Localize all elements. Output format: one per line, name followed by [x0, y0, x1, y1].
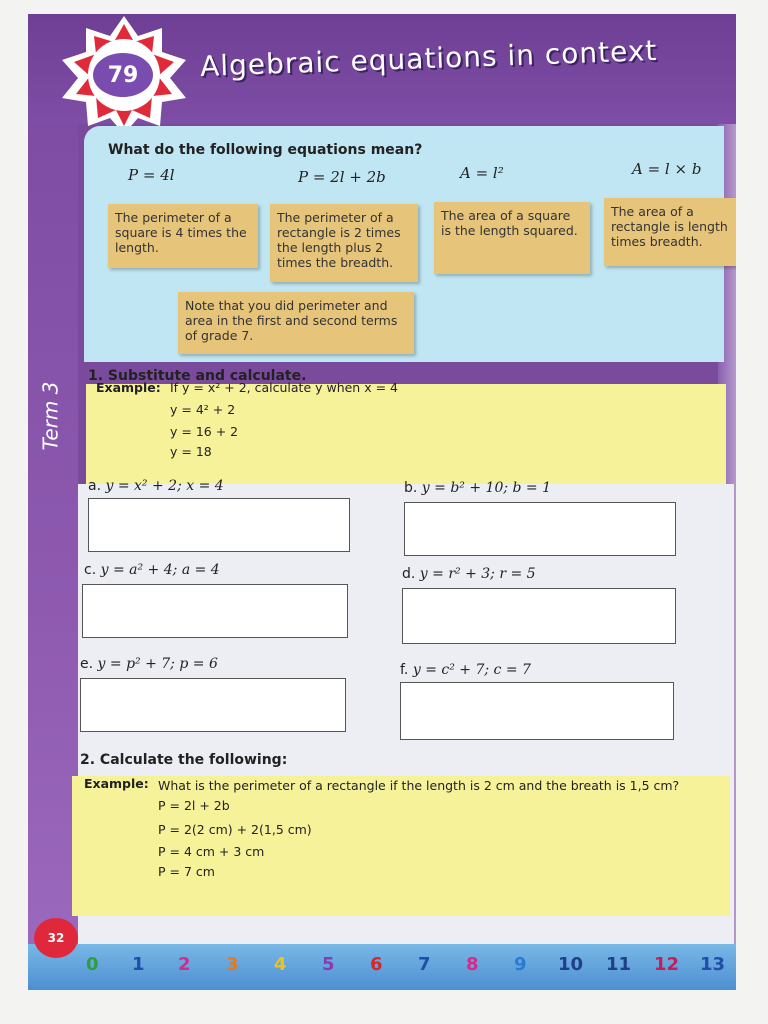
- reminder-note: Note that you did perimeter and area in the first and second terms of grade 7.: [178, 292, 414, 354]
- example-1-label: Example:: [96, 380, 161, 395]
- section-2-heading: 2. Calculate the following:: [80, 752, 288, 768]
- ruler-number: 0: [86, 954, 99, 975]
- example-2-line: P = 2(2 cm) + 2(1,5 cm): [158, 822, 312, 837]
- answer-box-d[interactable]: [402, 588, 676, 644]
- exercise-e-label: e. y = p² + 7; p = 6: [80, 656, 218, 672]
- ruler-number: 10: [558, 954, 584, 975]
- section-1-heading: 1. Substitute and calculate.: [88, 368, 307, 384]
- ruler-number: 11: [606, 954, 632, 975]
- example-2-label: Example:: [84, 776, 149, 791]
- ruler-number: 12: [654, 954, 680, 975]
- ruler-number: 4: [274, 954, 287, 975]
- exercise-f-label: f. y = c² + 7; c = 7: [400, 662, 531, 678]
- answer-box-a[interactable]: [88, 498, 350, 552]
- answer-box-b[interactable]: [404, 502, 676, 556]
- example-2-line: P = 4 cm + 3 cm: [158, 844, 265, 859]
- ruler-number: 9: [514, 954, 527, 975]
- exercise-d-label: d. y = r² + 3; r = 5: [402, 566, 536, 582]
- ruler-number: 8: [466, 954, 479, 975]
- ruler-number: 2: [178, 954, 191, 975]
- equation-4: A = l × b: [632, 160, 702, 178]
- note-rectangle-perimeter: The perimeter of a rectangle is 2 times the length plus 2 times the breadth.: [270, 204, 418, 282]
- exercise-b-label: b. y = b² + 10; b = 1: [404, 480, 552, 496]
- ruler-number: 6: [370, 954, 383, 975]
- note-square-perimeter: The perimeter of a square is 4 times the length.: [108, 204, 258, 268]
- example-2-line: P = 7 cm: [158, 864, 215, 879]
- ruler-number: 13: [700, 954, 726, 975]
- example-1-line: y = 16 + 2: [170, 424, 239, 439]
- example-1-line: y = 4² + 2: [170, 402, 236, 417]
- ruler-number: 7: [418, 954, 431, 975]
- answer-box-f[interactable]: [400, 682, 674, 740]
- exercise-a-label: a. y = x² + 2; x = 4: [88, 478, 224, 494]
- page-number: 32: [34, 918, 78, 958]
- side-margin: [28, 14, 78, 990]
- ruler-number: 5: [322, 954, 335, 975]
- example-1-line: If y = x² + 2, calculate y when x = 4: [170, 380, 398, 395]
- page-title: Algebraic equations in context: [199, 34, 658, 83]
- intro-question: What do the following equations mean?: [108, 142, 423, 158]
- number-ruler: [28, 944, 736, 990]
- term-label: Term 3: [38, 381, 63, 451]
- exercise-c-label: c. y = a² + 4; a = 4: [84, 562, 220, 578]
- ruler-number: 1: [132, 954, 145, 975]
- example-2-line: What is the perimeter of a rectangle if the length is 2 cm and the breath is 1,5 cm?: [158, 778, 680, 793]
- equation-3: A = l²: [460, 164, 504, 182]
- ruler-number: 3: [226, 954, 239, 975]
- note-rectangle-area: The area of a rectangle is length times breadth.: [604, 198, 736, 266]
- answer-box-e[interactable]: [80, 678, 346, 732]
- workbook-page: [28, 14, 736, 990]
- equation-2: P = 2l + 2b: [298, 168, 386, 186]
- note-square-area: The area of a square is the length squared.: [434, 202, 590, 274]
- example-1-line: y = 18: [170, 444, 212, 459]
- lesson-number: 79: [90, 50, 156, 100]
- example-2-line: P = 2l + 2b: [158, 798, 230, 813]
- equation-1: P = 4l: [128, 166, 175, 184]
- answer-box-c[interactable]: [82, 584, 348, 638]
- page-header: [28, 14, 736, 124]
